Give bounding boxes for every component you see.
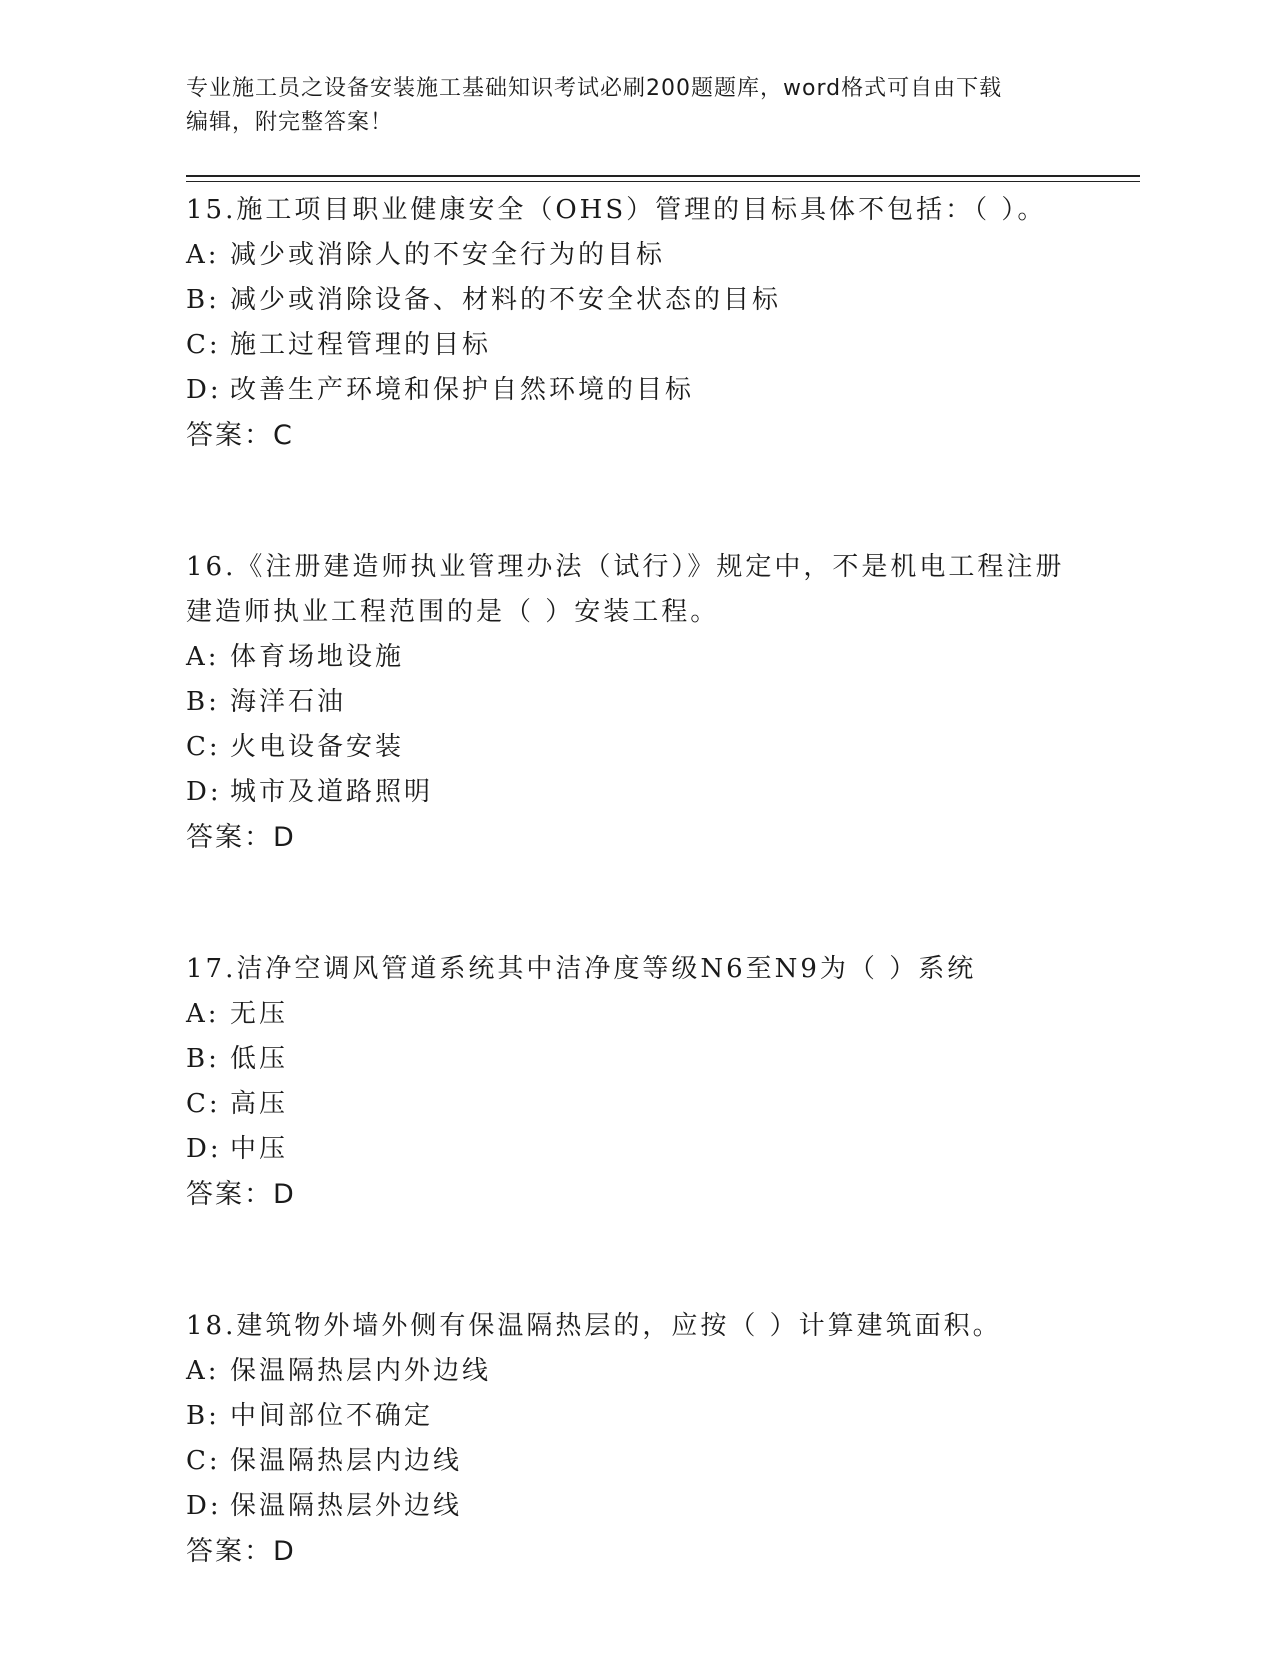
option-text: 减少或消除人的不安全行为的目标 <box>230 240 666 270</box>
option-text: 火电设备安装 <box>230 732 405 762</box>
option-label: A: <box>186 999 220 1029</box>
option-b <box>186 1394 1086 1439</box>
option-label: B: <box>186 1044 220 1074</box>
option-text: 保温隔热层内边线 <box>230 1446 463 1476</box>
option-text: 高压 <box>230 1089 289 1119</box>
document-header <box>186 72 1086 140</box>
option-c <box>186 1082 1086 1127</box>
answer-line: 答案：D <box>186 1536 296 1567</box>
option-text: 低压 <box>230 1044 289 1074</box>
answer-line: 答案：D <box>186 822 296 853</box>
option-a <box>186 1349 1086 1394</box>
option-text: 改善生产环境和保护自然环境的目标 <box>230 375 695 405</box>
option-text: 体育场地设施 <box>230 642 405 672</box>
option-c <box>186 323 1086 368</box>
question-list <box>186 188 1086 1661</box>
option-text: 保温隔热层内外边线 <box>230 1356 492 1386</box>
question-text: 18.建筑物外墙外侧有保温隔热层的，应按（ ）计算建筑面积。 <box>186 1311 1002 1341</box>
option-b <box>186 680 1086 725</box>
option-d <box>186 368 1086 413</box>
option-label: B: <box>186 285 220 315</box>
option-label: A: <box>186 240 220 270</box>
question-15 <box>186 188 1086 458</box>
question-18 <box>186 1304 1086 1574</box>
option-label: C: <box>186 330 221 360</box>
option-label: B: <box>186 687 220 717</box>
option-a <box>186 992 1086 1037</box>
option-label: B: <box>186 1401 220 1431</box>
option-label: C: <box>186 732 221 762</box>
option-b <box>186 1037 1086 1082</box>
option-text: 减少或消除设备、材料的不安全状态的目标 <box>230 285 782 315</box>
option-text: 中间部位不确定 <box>230 1401 434 1431</box>
option-d <box>186 1127 1086 1172</box>
option-label: D: <box>186 777 222 807</box>
option-c <box>186 725 1086 770</box>
option-a <box>186 233 1086 278</box>
question-16 <box>186 545 1086 860</box>
header-divider-thin <box>186 181 1140 182</box>
option-text: 施工过程管理的目标 <box>230 330 492 360</box>
option-a <box>186 635 1086 680</box>
header-line-2: 编辑，附完整答案！ <box>186 110 394 135</box>
option-text: 海洋石油 <box>230 687 347 717</box>
header-line-1: 专业施工员之设备安装施工基础知识考试必刷200题题库，word格式可自由下载 <box>186 76 1003 101</box>
answer-line: 答案：C <box>186 420 294 451</box>
option-text: 中压 <box>230 1134 289 1164</box>
option-label: A: <box>186 1356 220 1386</box>
option-label: C: <box>186 1089 221 1119</box>
option-text: 城市及道路照明 <box>230 777 434 807</box>
question-text: 16.《注册建造师执业管理办法（试行）》规定中，不是机电工程注册建造师执业工程范围的是（ ）安装工程。 <box>186 552 1065 627</box>
option-label: A: <box>186 642 220 672</box>
option-label: D: <box>186 1491 222 1521</box>
option-label: D: <box>186 375 222 405</box>
question-17 <box>186 947 1086 1217</box>
option-b <box>186 278 1086 323</box>
option-text: 无压 <box>230 999 289 1029</box>
option-text: 保温隔热层外边线 <box>230 1491 463 1521</box>
answer-line: 答案：D <box>186 1179 296 1210</box>
option-label: D: <box>186 1134 222 1164</box>
question-text: 17.洁净空调风管道系统其中洁净度等级N6至N9为（ ）系统 <box>186 954 977 984</box>
option-d <box>186 1484 1086 1529</box>
header-divider-thick <box>186 175 1140 177</box>
option-label: C: <box>186 1446 221 1476</box>
question-text: 15.施工项目职业健康安全（OHS）管理的目标具体不包括：（ ）。 <box>186 195 1047 225</box>
option-d <box>186 770 1086 815</box>
option-c <box>186 1439 1086 1484</box>
